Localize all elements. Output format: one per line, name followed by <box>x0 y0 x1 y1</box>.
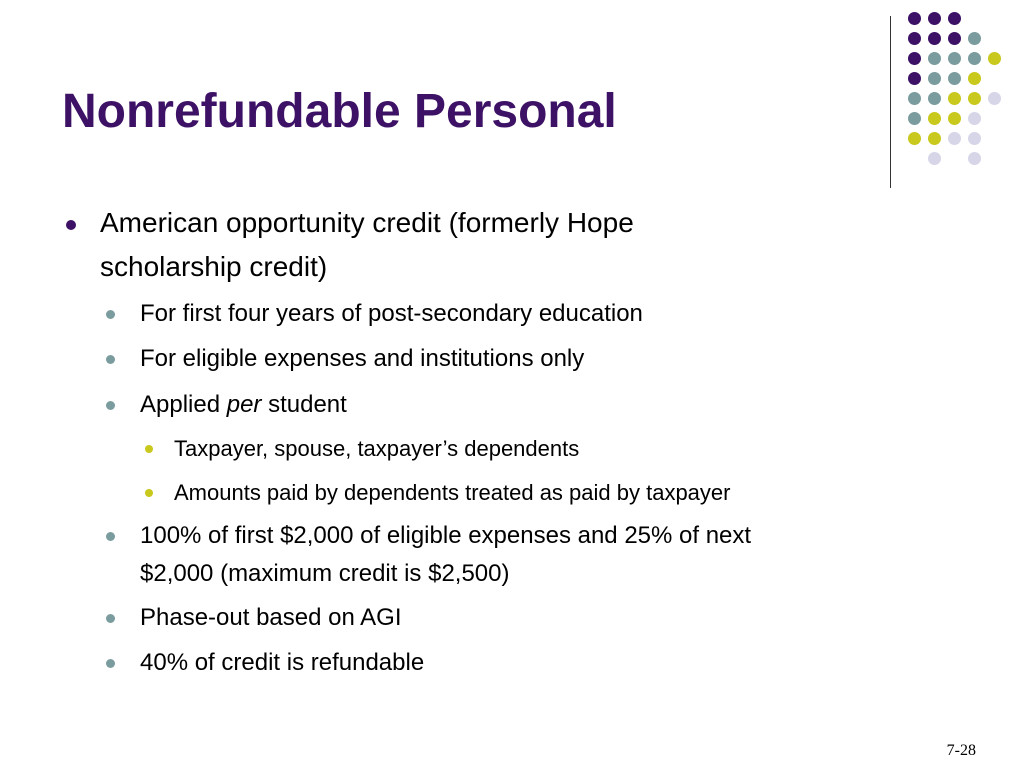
decorative-dot-empty <box>908 152 921 165</box>
bullet-l2-text: For eligible expenses and institutions only <box>140 345 585 372</box>
bullet-l1-text-continued: scholarship credit) <box>100 251 328 282</box>
decorative-dot <box>948 32 961 45</box>
decorative-dot <box>948 72 961 85</box>
decorative-dot <box>968 112 981 125</box>
bullet-l3-text: Taxpayer, spouse, taxpayer’s dependents <box>174 436 580 461</box>
decorative-dot <box>988 52 1001 65</box>
decorative-dot <box>928 152 941 165</box>
decorative-dot-empty <box>988 12 1001 25</box>
decorative-dot-empty <box>988 152 1001 165</box>
bullet-marker <box>106 310 115 319</box>
bullet-marker <box>106 659 115 668</box>
bullet-l1-text: American opportunity credit (formerly Hope <box>100 207 634 238</box>
decorative-dot <box>908 32 921 45</box>
bullet-l2-text: For first four years of post-secondary education <box>140 300 643 327</box>
bullet-l2-text <box>140 387 347 423</box>
decorative-dot <box>948 12 961 25</box>
decorative-dot <box>908 72 921 85</box>
decorative-dot <box>908 52 921 65</box>
decorative-dot <box>908 92 921 105</box>
decorative-dot <box>928 72 941 85</box>
decorative-dot-empty <box>988 32 1001 45</box>
bullet-marker <box>145 445 153 453</box>
decorative-dot-grid <box>908 12 1008 172</box>
decorative-dot <box>948 52 961 65</box>
title-divider <box>890 16 891 188</box>
decorative-dot <box>948 132 961 145</box>
decorative-dot <box>968 132 981 145</box>
bullet-marker <box>145 489 153 497</box>
bullet-l2-text: Phase-out based on AGI <box>140 604 402 631</box>
decorative-dot <box>948 92 961 105</box>
decorative-dot <box>908 132 921 145</box>
decorative-dot-empty <box>988 72 1001 85</box>
bullet-marker <box>106 401 115 410</box>
decorative-dot <box>928 52 941 65</box>
decorative-dot <box>908 12 921 25</box>
decorative-dot <box>968 52 981 65</box>
bullet-text-part: Applied <box>140 391 227 418</box>
decorative-dot-empty <box>968 12 981 25</box>
decorative-dot-empty <box>988 112 1001 125</box>
bullet-l2-text: 40% of credit is refundable <box>140 649 425 676</box>
decorative-dot <box>968 152 981 165</box>
bullet-marker <box>106 355 115 364</box>
bullet-text-part: student <box>261 391 347 418</box>
decorative-dot <box>928 32 941 45</box>
bullet-marker <box>66 220 76 230</box>
decorative-dot <box>968 92 981 105</box>
decorative-dot-empty <box>988 132 1001 145</box>
bullet-marker <box>106 614 115 623</box>
decorative-dot <box>908 112 921 125</box>
decorative-dot <box>928 12 941 25</box>
bullet-text-emphasis: per <box>226 391 262 418</box>
bullet-l2-text-continued: $2,000 (maximum credit is $2,500) <box>140 560 510 587</box>
decorative-dot <box>928 92 941 105</box>
decorative-dot <box>928 112 941 125</box>
decorative-dot <box>968 32 981 45</box>
decorative-dot <box>968 72 981 85</box>
decorative-dot <box>988 92 1001 105</box>
bullet-l2-text: 100% of first $2,000 of eligible expenses and 25% of next <box>140 522 752 549</box>
bullet-marker <box>106 532 115 541</box>
slide-number: 7-28 <box>946 742 976 759</box>
decorative-dot <box>948 112 961 125</box>
decorative-dot-empty <box>948 152 961 165</box>
slide-title: Nonrefundable Personal <box>62 85 617 138</box>
bullet-l3-text: Amounts paid by dependents treated as paid by taxpayer <box>174 480 731 505</box>
decorative-dot <box>928 132 941 145</box>
